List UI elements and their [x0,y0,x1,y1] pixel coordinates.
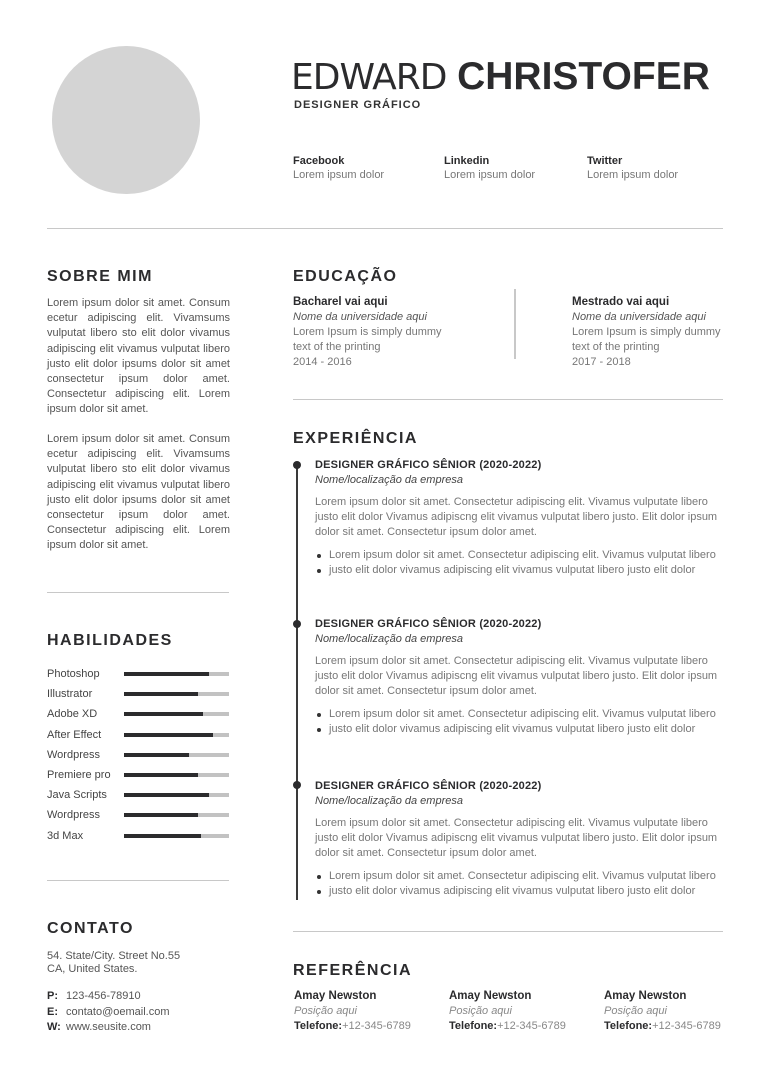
phone-label: Telefone: [449,1020,498,1032]
skill-name: Premiere pro [47,769,111,782]
job-title: DESIGNER GRÁFICO [294,99,422,111]
skill-item [47,725,229,745]
skill-bar [124,753,229,757]
social-value: Lorem ipsum dolor [293,169,385,181]
contact-phone [47,989,170,1005]
skill-bar-fill [124,712,203,716]
experience-heading: EXPERIÊNCIA [293,430,418,447]
last-name: CHRISTOFER [457,55,710,98]
about-paragraph-2: Lorem ipsum dolor sit amet. Consum ecetur adipiscing elit. Vivamsums vulputat libero sto elit dolor vivamus adipiscing elit vivamus vulputat libero justo elit dolor ipsums dolor sit amet consectetur ipsum dolor amet. Consectetur adipiscing elit. Lorem ipsum dolor sit amet. [47,433,230,552]
reference-name: Amay Newston [449,990,532,1002]
contact-heading: CONTATO [47,920,134,937]
skill-name: Wordpress [47,809,100,822]
profile-photo-placeholder [52,46,200,194]
skill-item [47,664,229,684]
social-linkedin [444,154,535,182]
skill-name: Photoshop [47,668,100,681]
university: Nome da universidade aqui [572,311,706,323]
skill-bar [124,712,229,716]
skill-item [47,826,229,846]
skill-bar-fill [124,834,201,838]
company: Nome/localização da empresa [315,633,463,645]
skill-bar-fill [124,753,189,757]
full-name [291,52,710,102]
company: Nome/localização da empresa [315,474,463,486]
skills-list [47,664,229,846]
social-value: Lorem ipsum dolor [587,169,679,181]
skill-bar [124,672,229,676]
phone-value: +12-345-6789 [342,1020,411,1032]
skill-bar [124,793,229,797]
address-line-1: 54. State/City. Street No.55 [47,950,181,962]
reference-phone [294,1019,444,1034]
references-heading: REFERÊNCIA [293,962,413,979]
skills-heading: HABILIDADES [47,632,173,649]
skill-bar-fill [124,813,198,817]
skill-bar [124,813,229,817]
job-bullet: Lorem ipsum dolor sit amet. Consectetur adipiscing elit. Vivamus vulputat libero [315,869,725,885]
company: Nome/localização da empresa [315,795,463,807]
skill-item [47,684,229,704]
skill-name: Java Scripts [47,789,107,802]
job-description: Lorem ipsum dolor sit amet. Consectetur adipiscing elit. Vivamus vulputate libero justo elit dolor Vivamus adipiscng elit vivamus vulputat libero justo. Elit dolor ipsum dolor sit amet. Consectetur ipsum dolor amet. [315,817,718,860]
header-divider [47,228,723,229]
skill-bar-fill [124,692,198,696]
reference-item-1 [294,989,444,1034]
job-title: DESIGNER GRÁFICO SÊNIOR (2020-2022) [315,618,542,630]
experience-divider [293,931,723,932]
phone-label: P: [47,990,58,1002]
reference-phone [449,1019,599,1034]
education-item-1 [293,295,448,370]
job-bullets [315,869,725,900]
social-label: Linkedin [444,155,490,167]
social-label: Twitter [587,155,623,167]
timeline-dot [293,620,301,628]
education-text-line-2: text of the printing [293,341,381,353]
phone-value: +12-345-6789 [652,1020,721,1032]
timeline-line [296,466,298,900]
phone-value: 123-456-78910 [66,990,141,1002]
job-description: Lorem ipsum dolor sit amet. Consectetur adipiscing elit. Vivamus vulputate libero justo elit dolor Vivamus adipiscng elit vivamus vulputat libero justo. Elit dolor ipsum dolor sit amet. Consectetur ipsum dolor amet. [315,496,718,539]
reference-position: Posição aqui [449,1005,512,1017]
degree: Mestrado vai aqui [572,296,670,308]
skill-name: 3d Max [47,829,84,842]
skill-bar-fill [124,773,198,777]
web-value: www.seusite.com [66,1021,151,1033]
university: Nome da universidade aqui [293,311,427,323]
job-bullet: justo elit dolor vivamus adipiscing elit vivamus vulputat libero justo elit dolor [315,563,725,579]
skill-bar [124,834,229,838]
job-bullet: Lorem ipsum dolor sit amet. Consectetur adipiscing elit. Vivamus vulputat libero [315,707,725,723]
about-heading: SOBRE MIM [47,268,153,285]
social-facebook [293,154,384,182]
reference-item-3 [604,989,754,1034]
reference-position: Posição aqui [294,1005,357,1017]
education-item-2 [572,295,727,370]
skill-item [47,704,229,724]
education-years: 2017 - 2018 [572,356,631,368]
job-bullet: justo elit dolor vivamus adipiscing elit vivamus vulputat libero justo elit dolor [315,722,725,738]
job-title: DESIGNER GRÁFICO SÊNIOR (2020-2022) [315,780,542,792]
skills-divider [47,880,229,881]
skill-item [47,785,229,805]
skill-bar [124,733,229,737]
skill-bar-fill [124,793,209,797]
reference-phone [604,1019,754,1034]
skill-bar [124,773,229,777]
phone-value: +12-345-6789 [497,1020,566,1032]
degree: Bacharel vai aqui [293,296,388,308]
reference-name: Amay Newston [604,990,687,1002]
skill-name: Illustrator [47,688,93,701]
education-column-divider [514,289,516,359]
contact-details [47,989,170,1036]
job-bullets [315,548,725,579]
first-name: EDWARD [291,57,447,98]
email-value: contato@oemail.com [66,1005,170,1018]
skill-bar-fill [124,733,213,737]
education-divider [293,399,723,400]
experience-item-1 [315,458,725,579]
contact-website [47,1020,170,1036]
skill-item [47,745,229,765]
contact-email [47,1005,170,1021]
education-text-line-1: Lorem Ipsum is simply dummy [293,326,442,338]
social-label: Facebook [293,155,345,167]
phone-label: Telefone: [294,1020,343,1032]
skill-item [47,805,229,825]
phone-label: Telefone: [604,1020,653,1032]
skill-bar [124,692,229,696]
skill-bar-fill [124,672,209,676]
timeline-dot [293,461,301,469]
job-bullet: Lorem ipsum dolor sit amet. Consectetur adipiscing elit. Vivamus vulputat libero [315,548,725,564]
skill-name: Wordpress [47,748,100,761]
email-label: E: [47,1005,58,1018]
reference-item-2 [449,989,599,1034]
education-text-line-1: Lorem Ipsum is simply dummy [572,326,721,338]
social-twitter [587,154,678,182]
job-bullet: justo elit dolor vivamus adipiscing elit vivamus vulputat libero justo elit dolor [315,884,725,900]
experience-item-2 [315,617,725,738]
experience-item-3 [315,779,725,900]
skill-item [47,765,229,785]
skill-name: Adobe XD [47,708,98,721]
skill-name: After Effect [47,728,102,741]
reference-position: Posição aqui [604,1005,667,1017]
education-years: 2014 - 2016 [293,356,352,368]
reference-name: Amay Newston [294,990,377,1002]
job-title: DESIGNER GRÁFICO SÊNIOR (2020-2022) [315,459,542,471]
job-bullets [315,707,725,738]
contact-address [47,950,180,976]
about-paragraph-1: Lorem ipsum dolor sit amet. Consum ecetur adipiscing elit. Vivamsums vulputat libero sto elit dolor vivamus adipiscing elit vivamus vulputat libero justo elit dolor ipsums dolor sit amet consectetur ipsum dolor amet. Consectetur adipiscing elit. Lorem ipsum dolor sit amet. [47,297,230,416]
about-divider [47,592,229,593]
education-heading: EDUCAÇÃO [293,268,398,285]
social-value: Lorem ipsum dolor [444,169,536,181]
job-description: Lorem ipsum dolor sit amet. Consectetur adipiscing elit. Vivamus vulputate libero justo elit dolor Vivamus adipiscng elit vivamus vulputat libero justo. Elit dolor ipsum dolor sit amet. Consectetur ipsum dolor amet. [315,655,718,698]
timeline-dot [293,781,301,789]
education-text-line-2: text of the printing [572,341,660,353]
web-label: W: [47,1021,61,1033]
address-line-2: CA, United States. [47,963,138,975]
